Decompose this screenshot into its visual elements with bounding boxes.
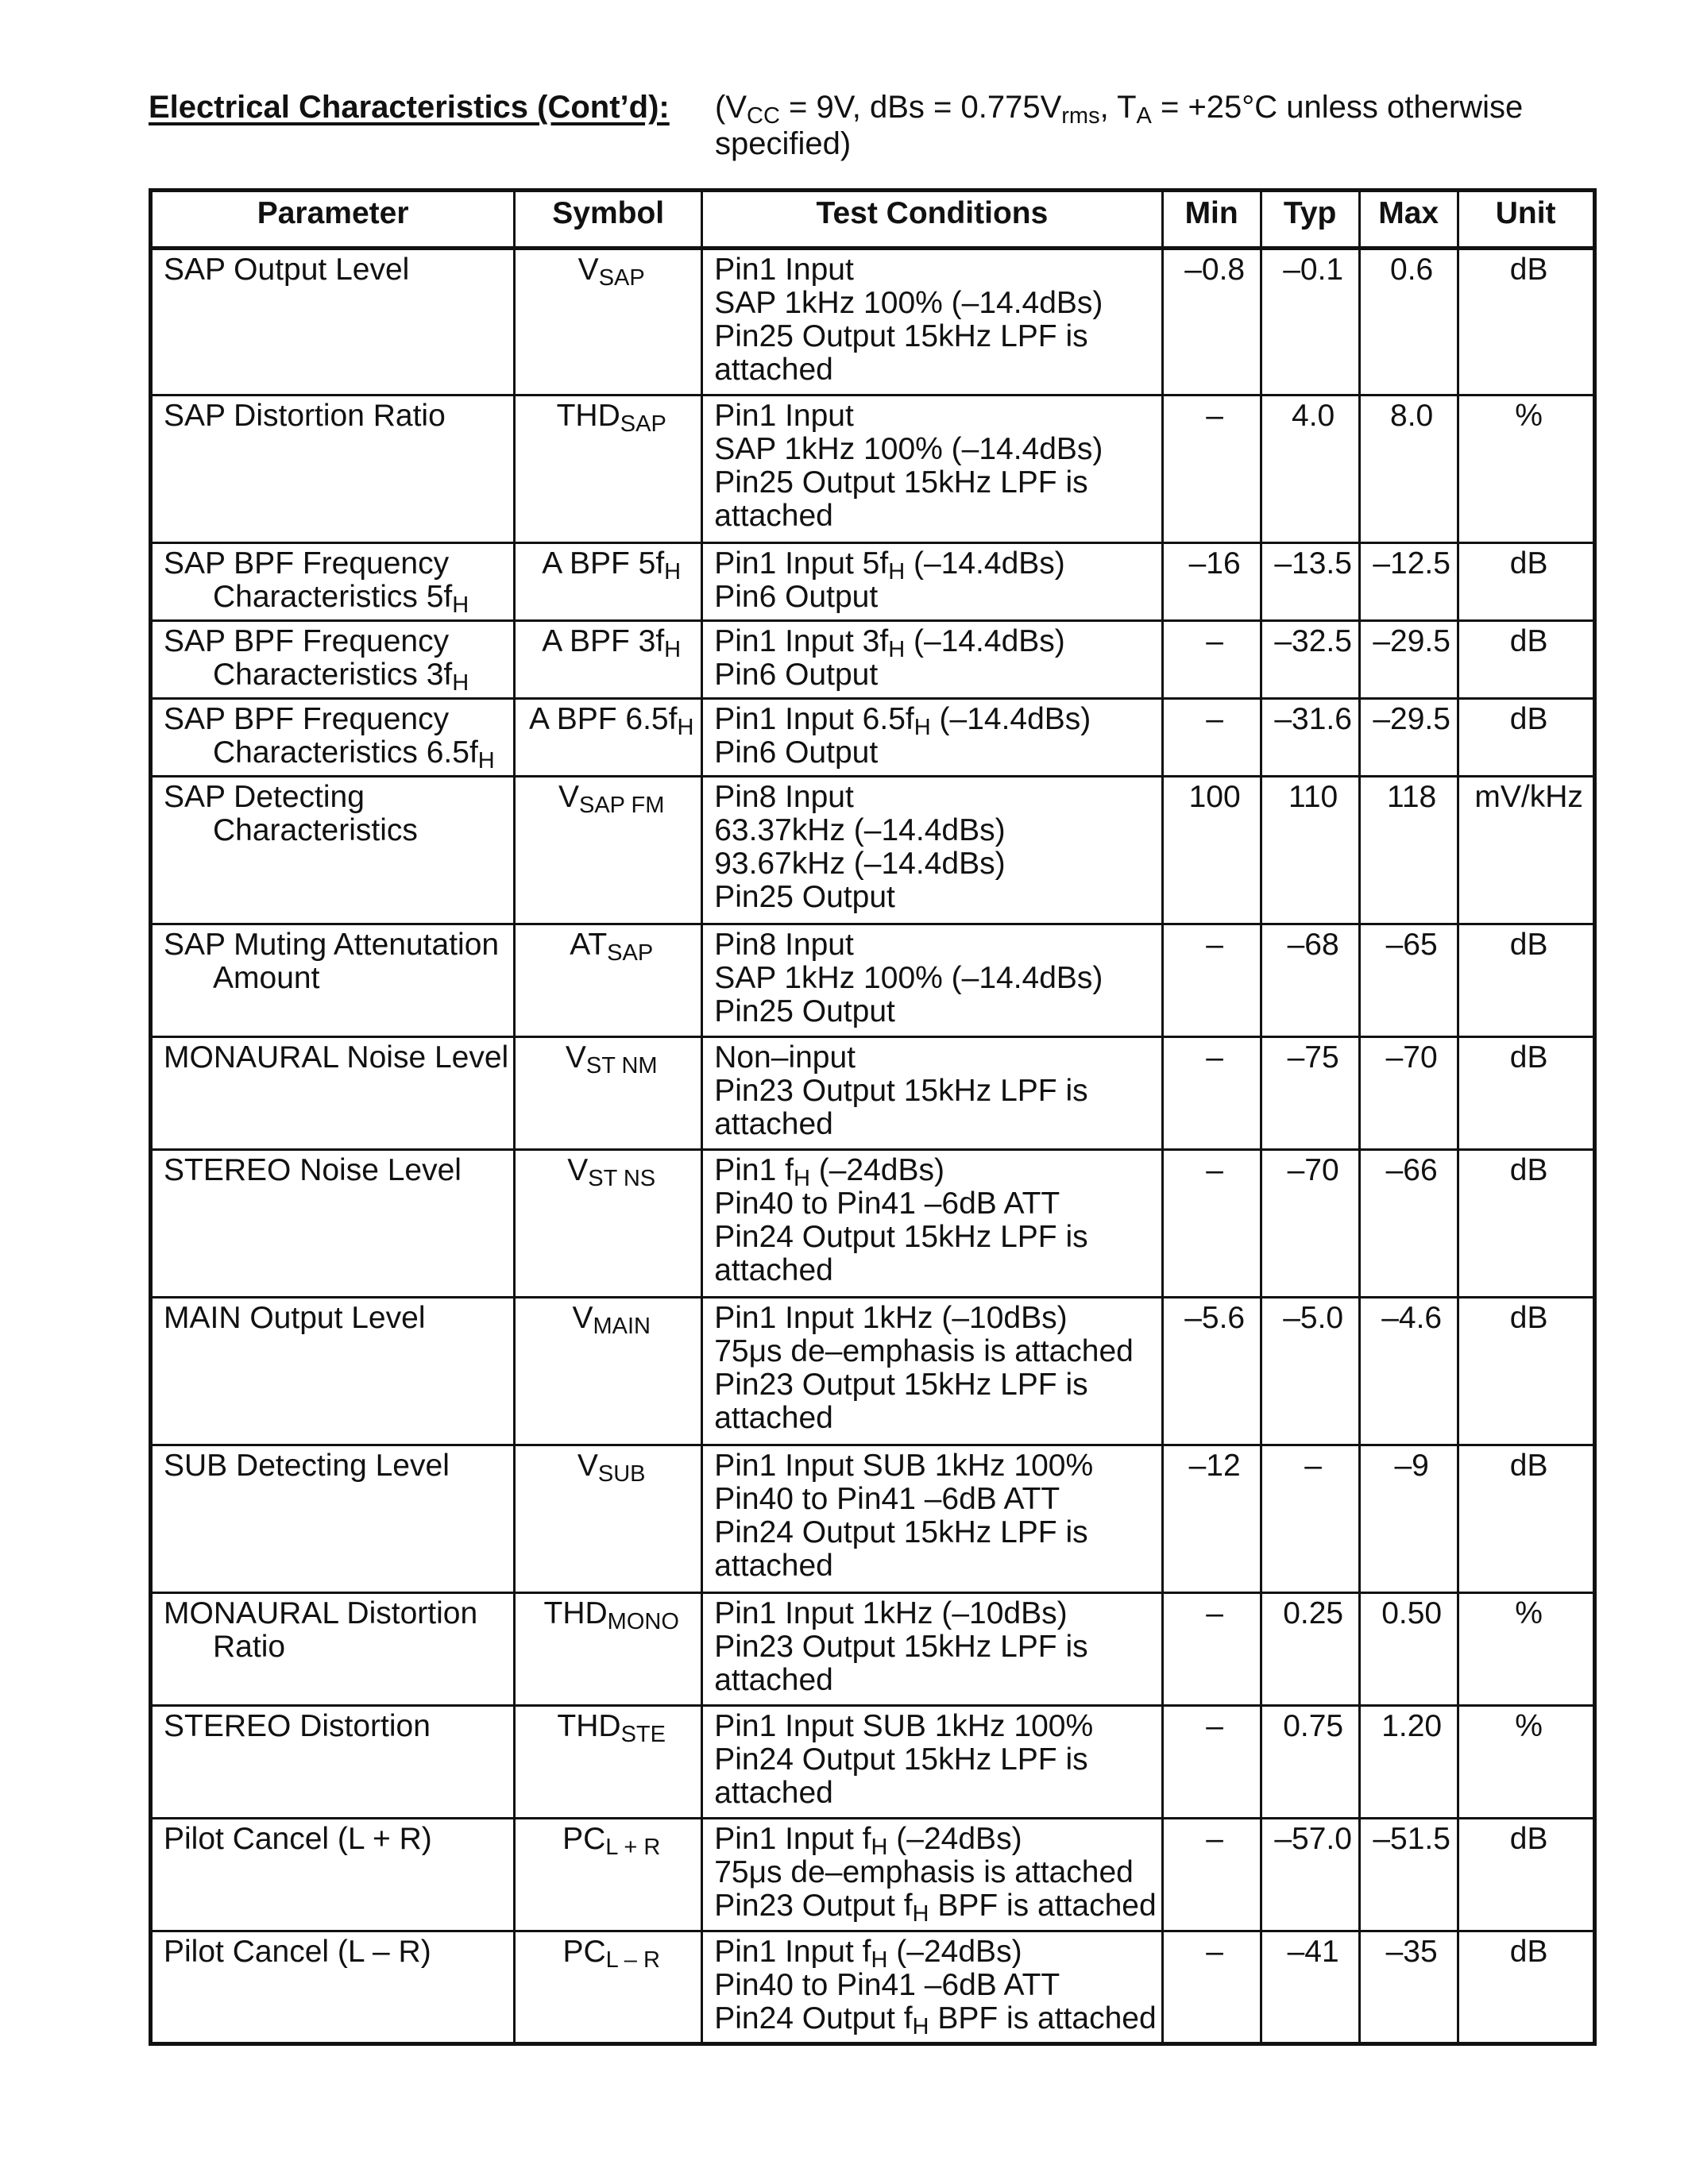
condition-line: attached xyxy=(714,1401,833,1435)
parameter-name: SUB Detecting Level xyxy=(164,1449,450,1483)
symbol-subscript: MONO xyxy=(607,1609,679,1634)
max-value: 8.0 xyxy=(1359,396,1458,543)
condition-line: Pin25 Output xyxy=(714,880,895,914)
max-value: –29.5 xyxy=(1359,699,1458,777)
symbol-base: V xyxy=(572,1301,593,1335)
parameter-name-continued xyxy=(164,735,508,774)
max-value: 118 xyxy=(1359,777,1458,924)
condition-line: Pin1 Input SUB 1kHz 100% xyxy=(714,1709,1094,1743)
parameter-name: Pilot Cancel (L – R) xyxy=(164,1935,431,1969)
parameter-cell xyxy=(151,699,515,777)
parameter-cell xyxy=(151,543,515,621)
test-conditions-cell xyxy=(702,699,1162,777)
test-conditions-cell xyxy=(702,924,1162,1037)
unit-value: dB xyxy=(1458,924,1594,1037)
symbol-subscript: H xyxy=(664,637,682,662)
symbol-subscript: L – R xyxy=(605,1947,660,1973)
symbol-cell xyxy=(515,396,702,543)
parameter-cell xyxy=(151,1706,515,1819)
max-value: 0.6 xyxy=(1359,249,1458,396)
parameter-cell xyxy=(151,1298,515,1445)
condition-line: SAP 1kHz 100% (–14.4dBs) xyxy=(714,432,1103,466)
min-value: – xyxy=(1162,1706,1261,1819)
parameter-name-line2: Characteristics 3f xyxy=(213,658,453,692)
typ-value: –75 xyxy=(1261,1037,1359,1150)
condition-line: Pin23 Output 15kHz LPF is xyxy=(714,1074,1088,1108)
parameter-name-continued xyxy=(164,1630,508,1664)
test-conditions-cell xyxy=(702,621,1162,699)
condition-subscript: H xyxy=(914,715,931,740)
condition-line: Pin1 Input SUB 1kHz 100% xyxy=(714,1449,1094,1483)
symbol-cell xyxy=(515,1298,702,1445)
unit-value: dB xyxy=(1458,1931,1594,2044)
parameter-name: Pilot Cancel (L + R) xyxy=(164,1822,432,1856)
typ-value: –70 xyxy=(1261,1150,1359,1298)
parameter-name-line2: Characteristics 5f xyxy=(213,580,453,614)
table-row xyxy=(151,699,1595,777)
table-row xyxy=(151,1298,1595,1445)
condition-line: Pin24 Output 15kHz LPF is xyxy=(714,1742,1088,1777)
symbol-cell xyxy=(515,1931,702,2044)
min-value: – xyxy=(1162,1819,1261,1931)
parameter-name: SAP Detecting xyxy=(164,780,365,814)
symbol-base: THD xyxy=(556,399,620,433)
test-conditions-cell xyxy=(702,543,1162,621)
parameter-name: SAP BPF Frequency xyxy=(164,702,450,736)
table-row xyxy=(151,1037,1595,1150)
unit-value: dB xyxy=(1458,1445,1594,1593)
condition-line: attached xyxy=(714,1107,833,1141)
test-conditions-cell xyxy=(702,1706,1162,1819)
min-value: –0.8 xyxy=(1162,249,1261,396)
parameter-cell xyxy=(151,249,515,396)
parameter-cell xyxy=(151,1150,515,1298)
operating-conditions: ($V_{CC} = 9V$, dBs = $0.775V_{rms}$, $T_A = +25^\circ C$ unless otherwise specified) xyxy=(715,90,1524,161)
symbol-cell xyxy=(515,621,702,699)
condition-subscript: H xyxy=(888,637,906,662)
condition-text: (–14.4dBs) xyxy=(905,624,1065,658)
parameter-name-continued xyxy=(164,658,508,696)
parameter-name: SAP Distortion Ratio xyxy=(164,399,446,433)
max-value: –66 xyxy=(1359,1150,1458,1298)
condition-line: Pin23 Output 15kHz LPF is xyxy=(714,1368,1088,1402)
parameter-cell xyxy=(151,777,515,924)
typ-value: –0.1 xyxy=(1261,249,1359,396)
condition-text: (–14.4dBs) xyxy=(930,702,1091,736)
min-value: – xyxy=(1162,396,1261,543)
symbol-base: PC xyxy=(562,1935,606,1969)
typ-value: – xyxy=(1261,1445,1359,1593)
test-conditions-cell xyxy=(702,1150,1162,1298)
condition-text: Pin1 Input 3f xyxy=(714,624,889,658)
typ-value: 4.0 xyxy=(1261,396,1359,543)
typ-value: –31.6 xyxy=(1261,699,1359,777)
test-conditions-cell xyxy=(702,1445,1162,1593)
table-row xyxy=(151,924,1595,1037)
symbol-base: THD xyxy=(543,1596,608,1630)
test-conditions-cell xyxy=(702,1298,1162,1445)
condition-line: Pin1 Input 1kHz (–10dBs) xyxy=(714,1301,1068,1335)
max-value: –4.6 xyxy=(1359,1298,1458,1445)
parameter-name: STEREO Distortion xyxy=(164,1709,431,1743)
table-header-row xyxy=(151,191,1595,249)
condition-text: (–24dBs) xyxy=(887,1822,1022,1856)
symbol-subscript: SAP xyxy=(620,411,666,437)
table-row xyxy=(151,1706,1595,1819)
parameter-cell xyxy=(151,621,515,699)
condition-line: Pin40 to Pin41 –6dB ATT xyxy=(714,1187,1060,1221)
table-row xyxy=(151,621,1595,699)
condition-line: attached xyxy=(714,1663,833,1697)
parameter-cell xyxy=(151,396,515,543)
condition-line xyxy=(714,1889,1157,1927)
symbol-base: A BPF 3f xyxy=(542,624,665,658)
max-value: –51.5 xyxy=(1359,1819,1458,1931)
condition-text: (–24dBs) xyxy=(887,1935,1022,1969)
header-min: Min xyxy=(1162,191,1261,249)
max-value: –12.5 xyxy=(1359,543,1458,621)
unit-value: % xyxy=(1458,1593,1594,1706)
condition-line: Non–input xyxy=(714,1040,856,1075)
condition-text: Pin23 Output f xyxy=(714,1889,913,1923)
condition-line xyxy=(714,624,1156,662)
typ-value: –5.0 xyxy=(1261,1298,1359,1445)
condition-text: Pin1 Input 6.5f xyxy=(714,702,914,736)
condition-line: Pin8 Input xyxy=(714,780,854,814)
max-value: –65 xyxy=(1359,924,1458,1037)
condition-line: Pin1 Input xyxy=(714,253,854,287)
typ-value: –41 xyxy=(1261,1931,1359,2044)
condition-text: Pin1 Input 5f xyxy=(714,546,889,581)
parameter-name-continued xyxy=(164,580,508,618)
condition-line: Pin25 Output 15kHz LPF is xyxy=(714,319,1088,353)
section-title: Electrical Characteristics (Cont’d): xyxy=(149,90,670,125)
unit-value: % xyxy=(1458,1706,1594,1819)
condition-line: Pin24 Output 15kHz LPF is xyxy=(714,1220,1088,1254)
unit-value: dB xyxy=(1458,249,1594,396)
typ-value: –68 xyxy=(1261,924,1359,1037)
unit-value: dB xyxy=(1458,1819,1594,1931)
symbol-cell xyxy=(515,1593,702,1706)
test-conditions-cell xyxy=(702,777,1162,924)
condition-line: SAP 1kHz 100% (–14.4dBs) xyxy=(714,961,1103,995)
table-row xyxy=(151,777,1595,924)
test-conditions-cell xyxy=(702,1037,1162,1150)
symbol-subscript: SAP xyxy=(607,940,654,966)
min-value: –12 xyxy=(1162,1445,1261,1593)
condition-text: (–24dBs) xyxy=(809,1153,944,1187)
parameter-cell xyxy=(151,1819,515,1931)
min-value: 100 xyxy=(1162,777,1261,924)
condition-line: attached xyxy=(714,1776,833,1810)
max-value: 0.50 xyxy=(1359,1593,1458,1706)
max-value: –9 xyxy=(1359,1445,1458,1593)
symbol-subscript: SUB xyxy=(597,1461,646,1487)
condition-line: attached xyxy=(714,1253,833,1287)
parameter-name: SAP Muting Attenutation xyxy=(164,928,500,962)
typ-value: –13.5 xyxy=(1261,543,1359,621)
condition-line: Pin8 Input xyxy=(714,928,854,962)
symbol-cell xyxy=(515,1445,702,1593)
parameter-name: SAP BPF Frequency xyxy=(164,546,450,581)
condition-text: BPF is attached xyxy=(929,2001,1157,2035)
parameter-cell xyxy=(151,1593,515,1706)
min-value: –5.6 xyxy=(1162,1298,1261,1445)
condition-line: Pin25 Output xyxy=(714,994,895,1028)
unit-value: dB xyxy=(1458,1298,1594,1445)
max-value: –29.5 xyxy=(1359,621,1458,699)
symbol-cell xyxy=(515,1037,702,1150)
header-test-conditions: Test Conditions xyxy=(702,191,1162,249)
symbol-subscript: H xyxy=(664,559,682,585)
parameter-name: STEREO Noise Level xyxy=(164,1153,462,1187)
typ-value: 0.25 xyxy=(1261,1593,1359,1706)
condition-line xyxy=(714,1153,1156,1191)
condition-subscript: H xyxy=(871,1835,888,1860)
condition-line: attached xyxy=(714,499,833,533)
condition-line: Pin23 Output 15kHz LPF is xyxy=(714,1630,1088,1664)
symbol-base: V xyxy=(577,1449,598,1483)
parameter-name: MONAURAL Distortion xyxy=(164,1596,478,1630)
condition-line: SAP 1kHz 100% (–14.4dBs) xyxy=(714,286,1103,320)
condition-line: Pin1 Input xyxy=(714,399,854,433)
symbol-base: V xyxy=(567,1153,589,1187)
symbol-subscript: SAP xyxy=(598,265,645,291)
min-value: – xyxy=(1162,699,1261,777)
parameter-name: MONAURAL Noise Level xyxy=(164,1040,509,1075)
parameter-name-continued xyxy=(164,962,508,995)
condition-line: Pin24 Output 15kHz LPF is xyxy=(714,1515,1088,1549)
symbol-base: V xyxy=(565,1040,586,1075)
typ-value: –32.5 xyxy=(1261,621,1359,699)
symbol-subscript: MAIN xyxy=(593,1314,651,1339)
condition-line: attached xyxy=(714,353,833,387)
condition-line: Pin25 Output 15kHz LPF is xyxy=(714,465,1088,500)
unit-value: dB xyxy=(1458,1150,1594,1298)
parameter-cell xyxy=(151,1445,515,1593)
parameter-subscript: H xyxy=(477,748,495,774)
header-typ: Typ xyxy=(1261,191,1359,249)
symbol-cell xyxy=(515,1706,702,1819)
symbol-base: THD xyxy=(557,1709,621,1743)
unit-value: dB xyxy=(1458,1037,1594,1150)
condition-line: 63.37kHz (–14.4dBs) xyxy=(714,813,1006,847)
symbol-cell xyxy=(515,924,702,1037)
parameter-name-line2: Characteristics 6.5f xyxy=(213,735,478,770)
symbol-base: A BPF 6.5f xyxy=(529,702,678,736)
condition-text: Pin1 Input f xyxy=(714,1935,871,1969)
symbol-base: AT xyxy=(570,928,608,962)
unit-value: mV/kHz xyxy=(1458,777,1594,924)
min-value: – xyxy=(1162,924,1261,1037)
condition-line: 93.67kHz (–14.4dBs) xyxy=(714,847,1006,881)
condition-text: BPF is attached xyxy=(929,1889,1157,1923)
symbol-base: A BPF 5f xyxy=(542,546,665,581)
header-max: Max xyxy=(1359,191,1458,249)
condition-line: 75μs de–emphasis is attached xyxy=(714,1855,1134,1889)
test-conditions-cell xyxy=(702,396,1162,543)
symbol-cell xyxy=(515,543,702,621)
parameter-cell xyxy=(151,1037,515,1150)
max-value: 1.20 xyxy=(1359,1706,1458,1819)
condition-subscript: H xyxy=(912,2014,929,2039)
parameter-subscript: H xyxy=(452,670,469,696)
unit-value: dB xyxy=(1458,621,1594,699)
min-value: – xyxy=(1162,1037,1261,1150)
symbol-subscript: SAP FM xyxy=(578,793,665,818)
test-conditions-cell xyxy=(702,1593,1162,1706)
parameter-name-line2: Ratio xyxy=(213,1630,286,1664)
parameter-name-continued xyxy=(164,814,508,847)
symbol-base: V xyxy=(577,253,599,287)
condition-line xyxy=(714,546,1156,585)
symbol-cell xyxy=(515,1150,702,1298)
header-unit: Unit xyxy=(1458,191,1594,249)
test-conditions-cell xyxy=(702,1931,1162,2044)
condition-line: Pin40 to Pin41 –6dB ATT xyxy=(714,1482,1060,1516)
symbol-cell xyxy=(515,1819,702,1931)
condition-text: Pin1 f xyxy=(714,1153,794,1187)
table-row xyxy=(151,543,1595,621)
symbol-subscript: ST NS xyxy=(588,1166,656,1191)
symbol-cell xyxy=(515,699,702,777)
condition-line: Pin1 Input 1kHz (–10dBs) xyxy=(714,1596,1068,1630)
symbol-base: V xyxy=(558,780,579,814)
condition-line: 75μs de–emphasis is attached xyxy=(714,1334,1134,1368)
condition-line xyxy=(714,702,1156,740)
condition-line xyxy=(714,2001,1157,2039)
parameter-name-line2: Amount xyxy=(213,961,320,995)
table-row xyxy=(151,1445,1595,1593)
table-row xyxy=(151,1593,1595,1706)
parameter-cell xyxy=(151,924,515,1037)
parameter-subscript: H xyxy=(452,592,469,618)
max-value: –70 xyxy=(1359,1037,1458,1150)
condition-line: Pin6 Output xyxy=(714,735,879,770)
electrical-characteristics-table xyxy=(149,188,1597,2046)
max-value: –35 xyxy=(1359,1931,1458,2044)
table-row xyxy=(151,1819,1595,1931)
header-symbol: Symbol xyxy=(515,191,702,249)
header-parameter: Parameter xyxy=(151,191,515,249)
condition-line: Pin6 Output xyxy=(714,658,879,692)
condition-line: attached xyxy=(714,1549,833,1583)
condition-line xyxy=(714,1935,1156,1973)
condition-line: Pin40 to Pin41 –6dB ATT xyxy=(714,1968,1060,2002)
condition-text: (–14.4dBs) xyxy=(905,546,1065,581)
symbol-base: PC xyxy=(562,1822,606,1856)
min-value: – xyxy=(1162,1150,1261,1298)
symbol-subscript: ST NM xyxy=(585,1053,658,1078)
typ-value: –57.0 xyxy=(1261,1819,1359,1931)
parameter-name: SAP Output Level xyxy=(164,253,410,287)
test-conditions-cell xyxy=(702,249,1162,396)
condition-text: Pin24 Output f xyxy=(714,2001,913,2035)
parameter-name-line2: Characteristics xyxy=(213,813,418,847)
unit-value: % xyxy=(1458,396,1594,543)
unit-value: dB xyxy=(1458,699,1594,777)
table-row xyxy=(151,1931,1595,2044)
test-conditions-cell xyxy=(702,1819,1162,1931)
unit-value: dB xyxy=(1458,543,1594,621)
condition-subscript: H xyxy=(888,559,906,585)
typ-value: 0.75 xyxy=(1261,1706,1359,1819)
condition-line xyxy=(714,1822,1156,1860)
parameter-cell xyxy=(151,1931,515,2044)
condition-subscript: H xyxy=(871,1947,888,1973)
table-row xyxy=(151,249,1595,396)
condition-subscript: H xyxy=(793,1166,810,1191)
symbol-subscript: STE xyxy=(620,1722,666,1747)
typ-value: 110 xyxy=(1261,777,1359,924)
symbol-cell xyxy=(515,777,702,924)
table-row xyxy=(151,1150,1595,1298)
min-value: – xyxy=(1162,1931,1261,2044)
parameter-name: MAIN Output Level xyxy=(164,1301,426,1335)
symbol-subscript: H xyxy=(677,715,694,740)
min-value: – xyxy=(1162,621,1261,699)
condition-subscript: H xyxy=(912,1901,929,1927)
min-value: –16 xyxy=(1162,543,1261,621)
condition-text: Pin1 Input f xyxy=(714,1822,871,1856)
condition-line: Pin6 Output xyxy=(714,580,879,614)
symbol-subscript: L + R xyxy=(605,1835,661,1860)
parameter-name: SAP BPF Frequency xyxy=(164,624,450,658)
min-value: – xyxy=(1162,1593,1261,1706)
table-row xyxy=(151,396,1595,543)
symbol-cell xyxy=(515,249,702,396)
